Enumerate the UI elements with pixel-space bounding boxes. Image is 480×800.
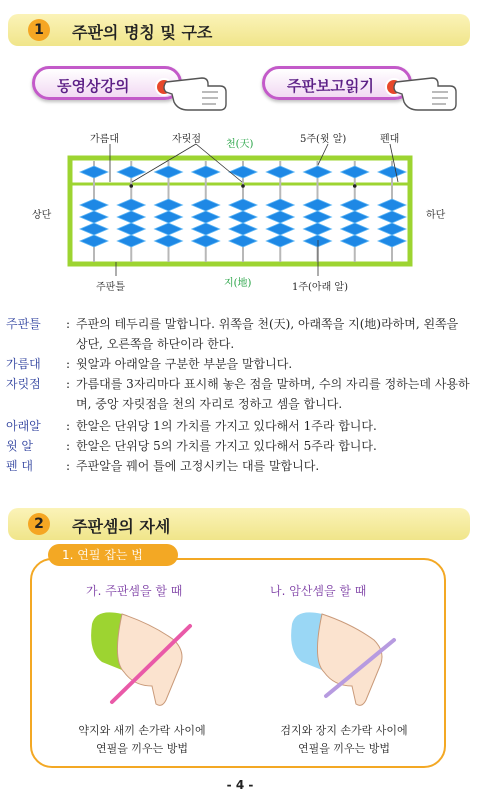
right-caption-line-1: 검지와 장지 손가락 사이에 [280, 724, 408, 737]
definition-text: 주판의 테두리를 말합니다. 위쪽을 천(天), 아래쪽을 지(地)라하며, 왼쪽을 상단, 오른쪽을 하단이라 한다. [76, 317, 459, 351]
video-lecture-label: 동영상강의 [57, 77, 130, 95]
unit-dot [353, 184, 357, 188]
lower-bead-label: 1주(아래 알) [292, 282, 348, 293]
definition-term: 주판틀 [6, 317, 41, 331]
section-title: 주판셈의 자세 [72, 517, 171, 536]
left-caption [52, 722, 232, 758]
definition-text: 가름대를 3자리마다 표시해 놓은 점을 말하며, 수의 자리를 정하는데 사용하며, 중앙 자릿점을 천의 자리로 정하고 셈을 합니다. [76, 377, 470, 411]
definition-colon: : [66, 357, 71, 371]
bottom-side-label: 하단 [426, 210, 446, 221]
definition-row [6, 436, 472, 456]
pin-label: 펜대 [380, 134, 400, 145]
definition-row [6, 374, 472, 414]
definition-colon: : [66, 439, 71, 453]
heaven-label: 천(天) [226, 139, 254, 150]
definition-term: 가름대 [6, 357, 41, 371]
mental-mode-title: 나. 암산셈을 할 때 [270, 584, 367, 598]
right-caption [254, 722, 434, 758]
definition-text: 한알은 단위당 5의 가치를 가지고 있다해서 5주라 합니다. [76, 439, 377, 453]
definition-text: 주판알을 꿰어 틀에 고정시키는 대를 말합니다. [76, 459, 320, 473]
frame-label: 주판틀 [96, 282, 125, 293]
right-caption-line-2: 연필을 끼우는 방법 [297, 742, 390, 755]
definition-row [6, 314, 472, 354]
hand-holding-pencil-icon [82, 604, 202, 714]
section-header-2 [8, 508, 470, 540]
definition-row [6, 354, 472, 374]
beam-label: 가름대 [90, 134, 119, 145]
unit-dot [241, 184, 245, 188]
definition-colon: : [66, 459, 71, 473]
definition-text: 한알은 단위당 1의 가치를 가지고 있다해서 1주라 합니다. [76, 419, 377, 433]
page-number: - 4 - [226, 778, 254, 792]
definition-text: 윗알과 아래알을 구분한 부분을 말합니다. [76, 357, 293, 371]
section-title: 주판의 명칭 및 구조 [72, 23, 213, 42]
abacus-mode-title: 가. 주판셈을 할 때 [86, 584, 183, 598]
pencil-grip-tag: 1. 연필 잡는 법 [48, 544, 178, 566]
definition-row [6, 456, 472, 476]
section-number: 2 [28, 513, 50, 535]
upper-bead-label: 5주(윗 알) [300, 134, 347, 145]
definition-term: 아래알 [6, 419, 41, 433]
section-number: 1 [28, 19, 50, 41]
definition-term: 윗 알 [6, 439, 33, 453]
abacus-diagram [0, 0, 480, 300]
unit-dot [129, 184, 133, 188]
left-caption-line-2: 연필을 끼우는 방법 [95, 742, 188, 755]
definition-row [6, 416, 472, 436]
definition-colon: : [66, 377, 71, 391]
unit-dot-label: 자릿점 [172, 134, 201, 145]
abacus-reading-label: 주판보고읽기 [287, 77, 374, 95]
hand-holding-pencil-icon [282, 604, 402, 714]
top-side-label: 상단 [32, 210, 52, 221]
earth-label: 지(地) [224, 278, 252, 289]
definition-colon: : [66, 419, 71, 433]
definition-colon: : [66, 317, 71, 331]
left-caption-line-1: 약지와 새끼 손가락 사이에 [78, 724, 206, 737]
definition-term: 자릿점 [6, 377, 41, 391]
definition-term: 펜 대 [6, 459, 33, 473]
